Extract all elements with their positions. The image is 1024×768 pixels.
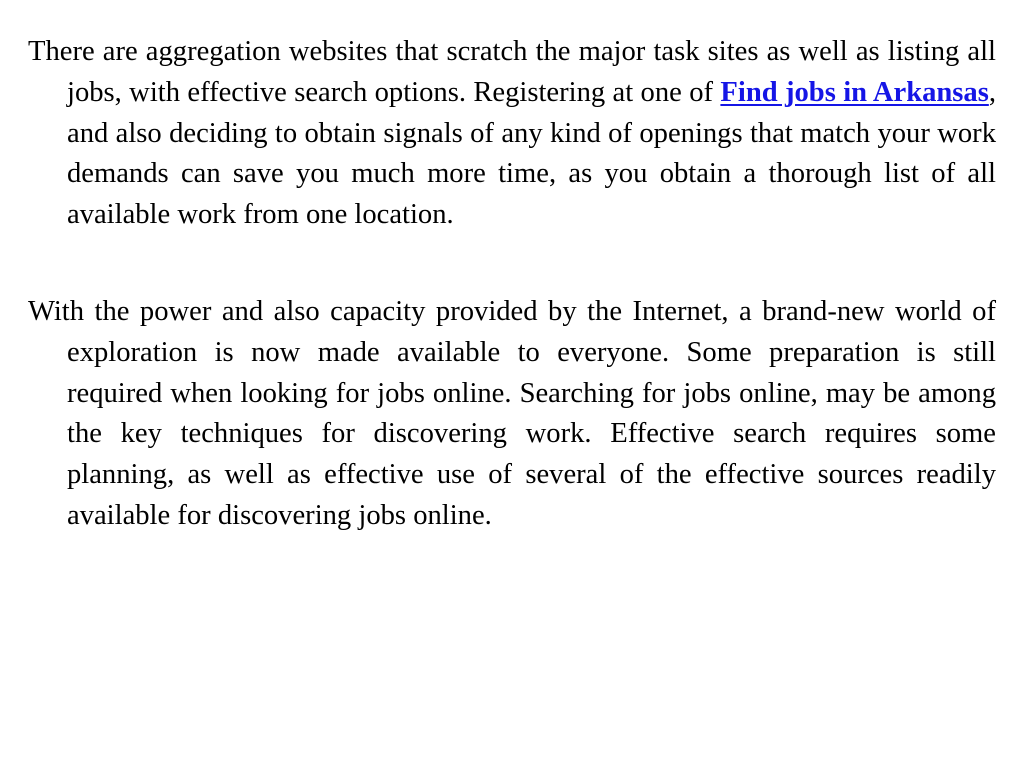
paragraph-internet-power: With the power and also capacity provided by the Internet, a brand-new world of exploration is now made available to everyone. Some preparation is still required when looking for jobs online. Searching for jobs online, may be among the key techniques for discovering work. Effective search requires some planning, as well as effective use of several of the effective sources readily available for discovering jobs online.: [28, 295, 996, 531]
paragraph-aggregation-websites: [28, 32, 996, 236]
paragraph-1-text-before: There are aggregation websites that scratch the major task sites as well as listing all jobs, with effective search options. Registering at one of: [28, 36, 996, 108]
find-jobs-in-arkansas-link[interactable]: Find jobs in Arkansas: [720, 76, 989, 108]
paragraph-1-text-after: , and also deciding to obtain signals of any kind of openings that match your work demands can save you much more time, as you obtain a thorough list of all available work from one location.: [67, 76, 996, 231]
